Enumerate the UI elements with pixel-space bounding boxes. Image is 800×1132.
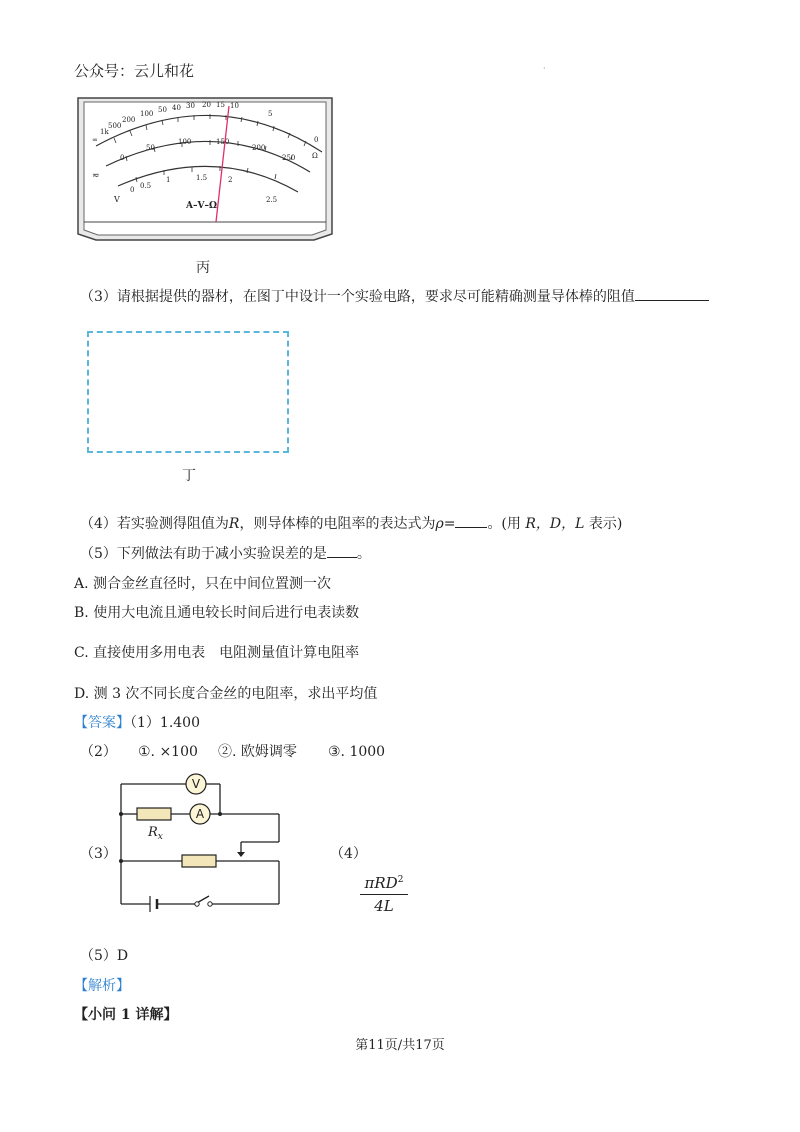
rx-label: $R_x$ bbox=[148, 825, 163, 842]
figure-caption: 丙 bbox=[196, 260, 210, 276]
scale-mid-label: 0 bbox=[120, 154, 125, 162]
question-3 bbox=[80, 286, 709, 307]
answer-2-part-1: ①. ×100 bbox=[138, 744, 198, 760]
q4-middle: ，则导体棒的电阻率的表达式为 bbox=[239, 516, 436, 532]
page-footer: 第11页/共17页 bbox=[355, 1038, 445, 1053]
question-4 bbox=[80, 513, 622, 534]
scale-top-label: 15 bbox=[216, 101, 225, 109]
scale-low-label: 0.5 bbox=[140, 182, 152, 190]
question-5 bbox=[80, 543, 371, 564]
question-5-text: （5）下列做法有助于减小实验误差的是 bbox=[80, 546, 327, 562]
answer-2-part-2: ②. 欧姆调零 bbox=[218, 744, 297, 760]
scale-top-label: 500 bbox=[108, 122, 122, 130]
ac-symbol: ≂ bbox=[92, 171, 100, 181]
rheostat bbox=[182, 855, 216, 867]
scale-mid-label: 100 bbox=[178, 138, 192, 146]
scale-top-label: 200 bbox=[122, 116, 136, 124]
scale-top-label: 0 bbox=[314, 136, 319, 144]
q4-r: R bbox=[228, 516, 240, 532]
scale-low-label: 2 bbox=[228, 176, 233, 184]
q4-prefix: （4）若实验测得阻值为 bbox=[80, 516, 229, 532]
rx-resistor bbox=[137, 808, 171, 820]
formula bbox=[360, 874, 408, 915]
scale-top-label: ∞ bbox=[92, 136, 98, 144]
circuit-diagram bbox=[110, 768, 290, 916]
scale-top-label: 30 bbox=[186, 102, 195, 110]
q4-suffix-end: 表示) bbox=[584, 516, 623, 532]
scale-top-label: 40 bbox=[172, 104, 181, 112]
option-c: C. 直接使用多用电表 电阻测量值计算电阻率 bbox=[74, 645, 360, 661]
question-3-text: （3）请根据提供的器材，在图丁中设计一个实验电路，要求尽可能精确测量导体棒的阻值 bbox=[80, 289, 635, 305]
dot-mark: · bbox=[543, 64, 546, 73]
ohm-unit: Ω bbox=[312, 152, 318, 160]
answer-5: （5）D bbox=[80, 948, 129, 964]
q5-end: 。 bbox=[356, 546, 371, 562]
option-a: A. 测合金丝直径时，只在中间位置测一次 bbox=[74, 576, 332, 592]
answer-blank bbox=[455, 513, 487, 528]
answer-3-label: （3） bbox=[80, 846, 117, 862]
formula-denominator: 4L bbox=[374, 897, 394, 915]
analysis-label: 【解析】 bbox=[74, 978, 130, 994]
scale-low-label: 1.5 bbox=[196, 174, 208, 182]
voltmeter-label: V bbox=[191, 777, 201, 791]
scale-top-label: 10 bbox=[230, 102, 239, 110]
formula-numerator: πRD$^2$ bbox=[360, 874, 408, 895]
answer-4-label: （4） bbox=[330, 846, 367, 862]
answer-line-1 bbox=[74, 713, 200, 733]
option-d: D. 测 3 次不同长度合金丝的电阻率，求出平均值 bbox=[74, 686, 378, 702]
scale-mid-label: 150 bbox=[216, 138, 230, 146]
v-symbol: V bbox=[114, 195, 120, 204]
q4-vars: R，D，L bbox=[525, 516, 585, 532]
meter-label: A–V–Ω bbox=[186, 201, 217, 211]
scale-mid-label: 50 bbox=[146, 144, 155, 152]
answer-2-part-3: ③. 1000 bbox=[328, 744, 386, 760]
scale-top-label: 1k bbox=[100, 128, 109, 136]
box-caption: 丁 bbox=[182, 468, 196, 484]
circuit-design-box bbox=[87, 331, 289, 453]
answer-1: （1）1.400 bbox=[130, 715, 200, 731]
meter-figure bbox=[74, 94, 336, 246]
answer-label: 【答案】 bbox=[74, 715, 130, 731]
scale-low-label: 2.5 bbox=[266, 196, 278, 204]
analysis-subheading: 【小问 1 详解】 bbox=[74, 1007, 178, 1023]
header-text: 公众号：云儿和花 bbox=[74, 62, 195, 80]
scale-top-label: 5 bbox=[268, 110, 273, 118]
q4-rho: ρ bbox=[435, 516, 444, 532]
q4-eq: = bbox=[443, 516, 456, 532]
scale-mid-label: 250 bbox=[282, 154, 296, 162]
answer-blank bbox=[327, 543, 357, 558]
scale-top-label: 20 bbox=[202, 101, 211, 109]
ammeter-label: A bbox=[195, 807, 205, 821]
option-b: B. 使用大电流且通电较长时间后进行电表读数 bbox=[74, 605, 360, 621]
q4-suffix-start: 。(用 bbox=[487, 516, 526, 532]
scale-top-label: 50 bbox=[158, 106, 167, 114]
scale-mid-label: 200 bbox=[252, 144, 266, 152]
answer-2-label: （2） bbox=[80, 744, 117, 760]
scale-top-label: 100 bbox=[140, 110, 154, 118]
scale-low-label: 1 bbox=[166, 176, 171, 184]
answer-blank bbox=[635, 286, 709, 301]
scale-low-label: 0 bbox=[130, 186, 135, 194]
